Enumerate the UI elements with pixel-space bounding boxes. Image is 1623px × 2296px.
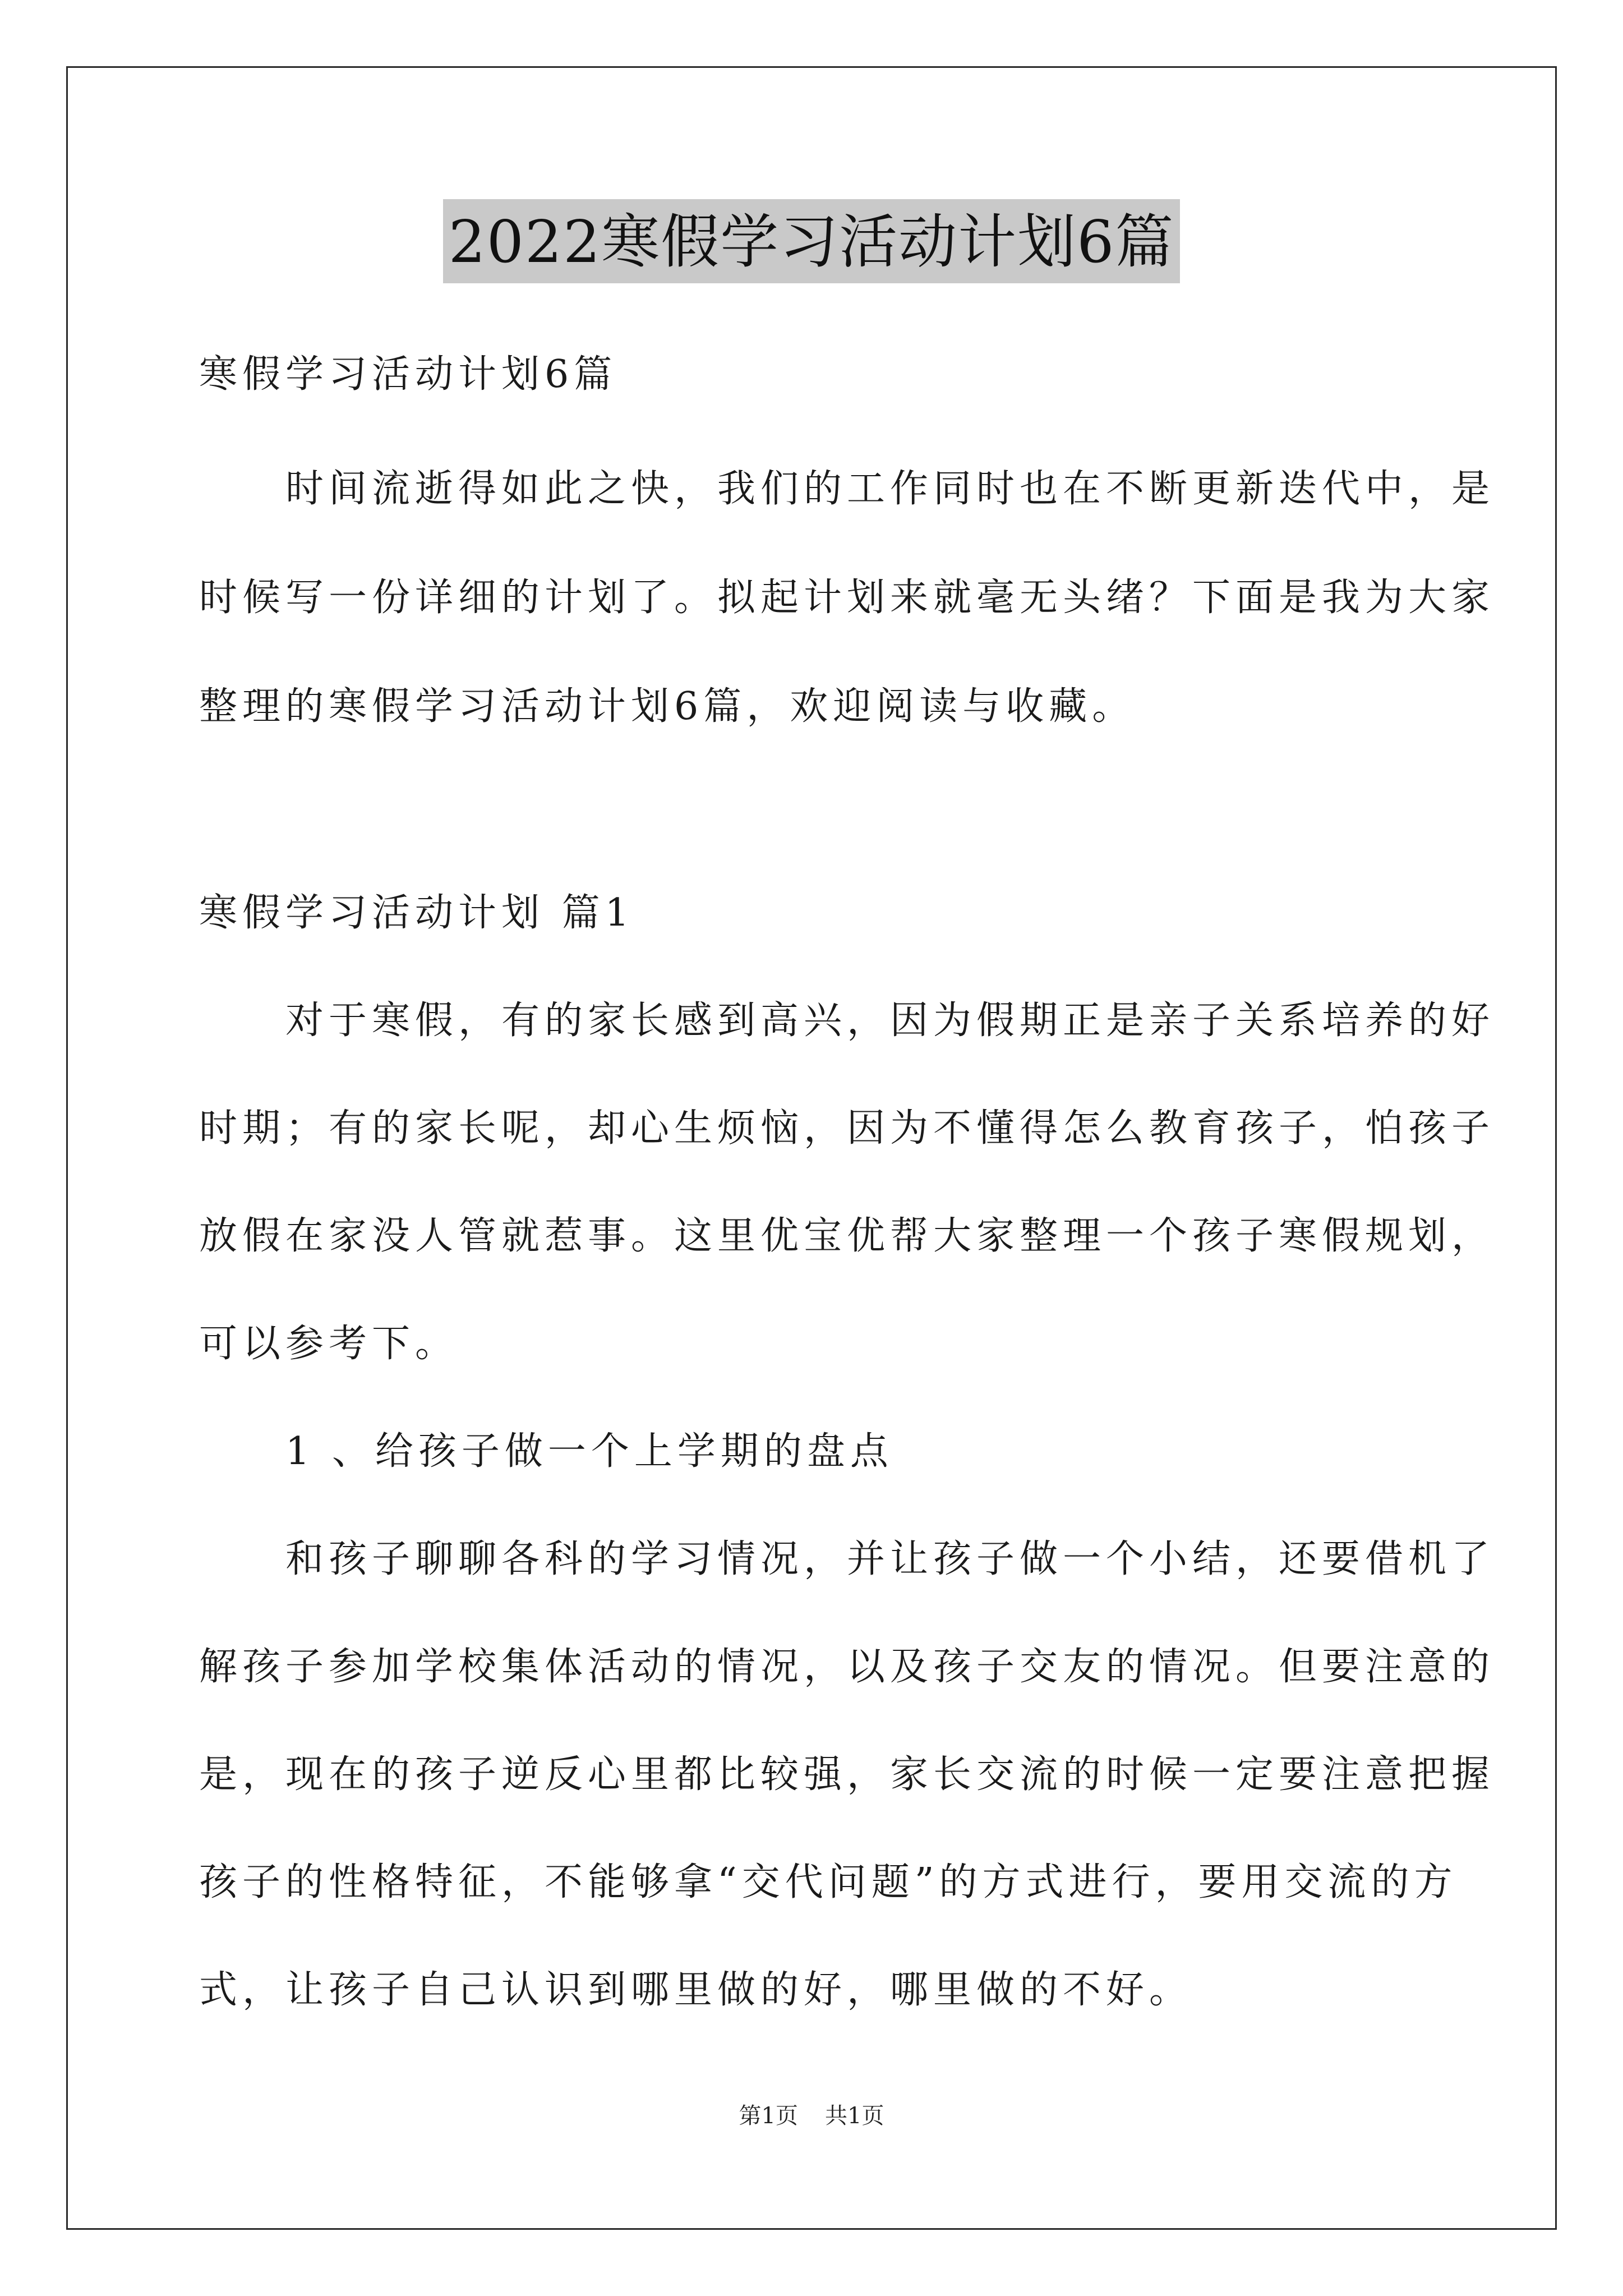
body-line: 时期；有的家长呢，却心生烦恼，因为不懂得怎么教育孩子，怕孩子 — [199, 1106, 1495, 1151]
intro-line: 时候写一份详细的计划了。拟起计划来就毫无头绪？下面是我为大家 — [199, 576, 1495, 620]
numbered-item: 1 、给孩子做一个上学期的盘点 — [199, 1429, 893, 1474]
body-line: 解孩子参加学校集体活动的情况，以及孩子交友的情况。但要注意的 — [199, 1645, 1495, 1689]
document-subtitle: 寒假学习活动计划6篇 — [199, 352, 617, 397]
title-container — [0, 199, 1623, 283]
document-title: 2022寒假学习活动计划6篇 — [443, 199, 1181, 283]
body-line: 孩子的性格特征，不能够拿“交代问题”的方式进行，要用交流的方 — [199, 1860, 1458, 1904]
page-number-current: 第1页 — [739, 2103, 798, 2129]
body-line: 放假在家没人管就惹事。这里优宝优帮大家整理一个孩子寒假规划， — [199, 1214, 1495, 1258]
page-number-total: 共1页 — [825, 2103, 884, 2129]
intro-line: 整理的寒假学习活动计划6篇，欢迎阅读与收藏。 — [199, 684, 1136, 729]
section-heading: 寒假学习活动计划 篇1 — [199, 891, 634, 935]
page-footer — [0, 2099, 1623, 2133]
body-line: 对于寒假，有的家长感到高兴，因为假期正是亲子关系培养的好 — [199, 999, 1495, 1043]
body-line: 是，现在的孩子逆反心里都比较强，家长交流的时候一定要注意把握 — [199, 1752, 1495, 1797]
intro-line: 时间流逝得如此之快，我们的工作同时也在不断更新迭代中，是 — [199, 467, 1495, 511]
body-line: 和孩子聊聊各科的学习情况，并让孩子做一个小结，还要借机了 — [199, 1537, 1495, 1581]
body-line: 可以参考下。 — [199, 1322, 459, 1366]
body-line: 式，让孩子自己认识到哪里做的好，哪里做的不好。 — [199, 1968, 1193, 2012]
